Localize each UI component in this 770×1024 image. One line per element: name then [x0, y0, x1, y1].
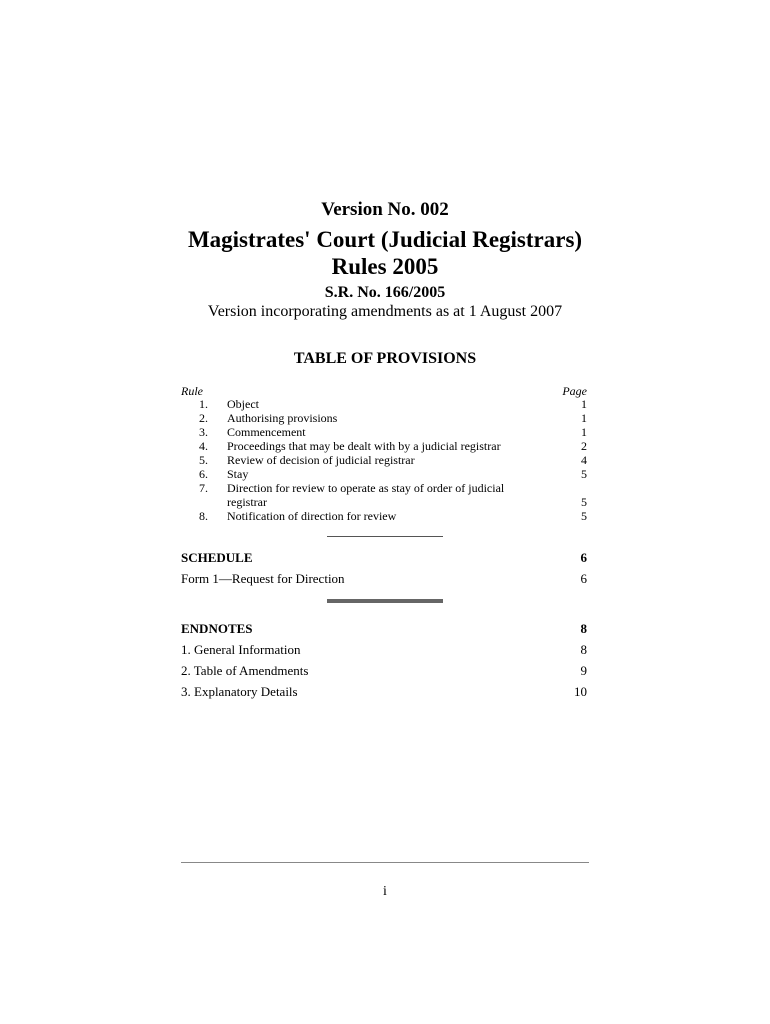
incorporation-note: Version incorporating amendments as at 1 August 2007 [207, 303, 563, 320]
divider [327, 536, 443, 537]
title-line-2: Rules 2005 [331, 254, 439, 279]
rule-number: 2. [199, 411, 208, 425]
rule-page: 5 [581, 467, 587, 481]
rule-page: 1 [581, 425, 587, 439]
title-line-1: Magistrates' Court (Judicial Registrars) [187, 227, 583, 252]
schedule-form-row[interactable] [181, 571, 587, 587]
rule-number: 1. [199, 397, 208, 411]
rule-page: 2 [581, 439, 587, 453]
thick-divider [327, 599, 443, 603]
rule-page: 4 [581, 453, 587, 467]
endnotes-heading: ENDNOTES [181, 621, 253, 636]
rule-column-label: Rule [181, 384, 203, 398]
rule-title: Review of decision of judicial registrar [227, 453, 415, 467]
rule-title: Stay [227, 467, 249, 481]
rule-number: 4. [199, 439, 208, 453]
endnote-page: 10 [574, 684, 587, 699]
document-title [0, 226, 770, 280]
endnote-title: 1. General Information [181, 642, 301, 657]
endnotes-heading-row[interactable] [181, 621, 587, 637]
rule-number: 5. [199, 453, 208, 467]
rule-title: Proceedings that may be dealt with by a judicial registrar [227, 439, 501, 453]
rule-title: Object [227, 397, 259, 411]
rule-page: 5 [581, 509, 587, 523]
rule-number: 8. [199, 509, 208, 523]
endnote-row[interactable] [181, 684, 587, 700]
rule-number: 3. [199, 425, 208, 439]
endnote-title: 3. Explanatory Details [181, 684, 298, 699]
rule-title: Authorising provisions [227, 411, 338, 425]
footer-divider [181, 862, 589, 863]
rule-number: 6. [199, 467, 208, 481]
schedule-heading-row[interactable] [181, 550, 587, 566]
toc-heading: TABLE OF PROVISIONS [293, 350, 477, 367]
rule-number: 7. [199, 481, 208, 495]
schedule-page: 6 [580, 550, 587, 565]
sr-number: S.R. No. 166/2005 [324, 284, 446, 301]
toc-row[interactable] [181, 481, 587, 509]
schedule-form: Form 1—Request for Direction [181, 571, 345, 586]
rule-page: 1 [581, 411, 587, 425]
rule-page: 5 [581, 495, 587, 509]
endnote-page: 8 [580, 642, 587, 657]
endnote-page: 9 [580, 663, 587, 678]
schedule-heading: SCHEDULE [181, 550, 253, 565]
page-number: i [383, 884, 387, 899]
version-number: Version No. 002 [321, 199, 449, 220]
rule-title: Direction for review to operate as stay of order of judicial registrar [227, 481, 505, 509]
rule-title: Commencement [227, 425, 306, 439]
schedule-form-page: 6 [580, 571, 587, 586]
page-column-label: Page [562, 384, 587, 398]
endnote-row[interactable] [181, 642, 587, 658]
rule-title: Notification of direction for review [227, 509, 397, 523]
endnote-row[interactable] [181, 663, 587, 679]
endnote-title: 2. Table of Amendments [181, 663, 309, 678]
endnotes-page: 8 [580, 621, 587, 636]
rule-page: 1 [581, 397, 587, 411]
